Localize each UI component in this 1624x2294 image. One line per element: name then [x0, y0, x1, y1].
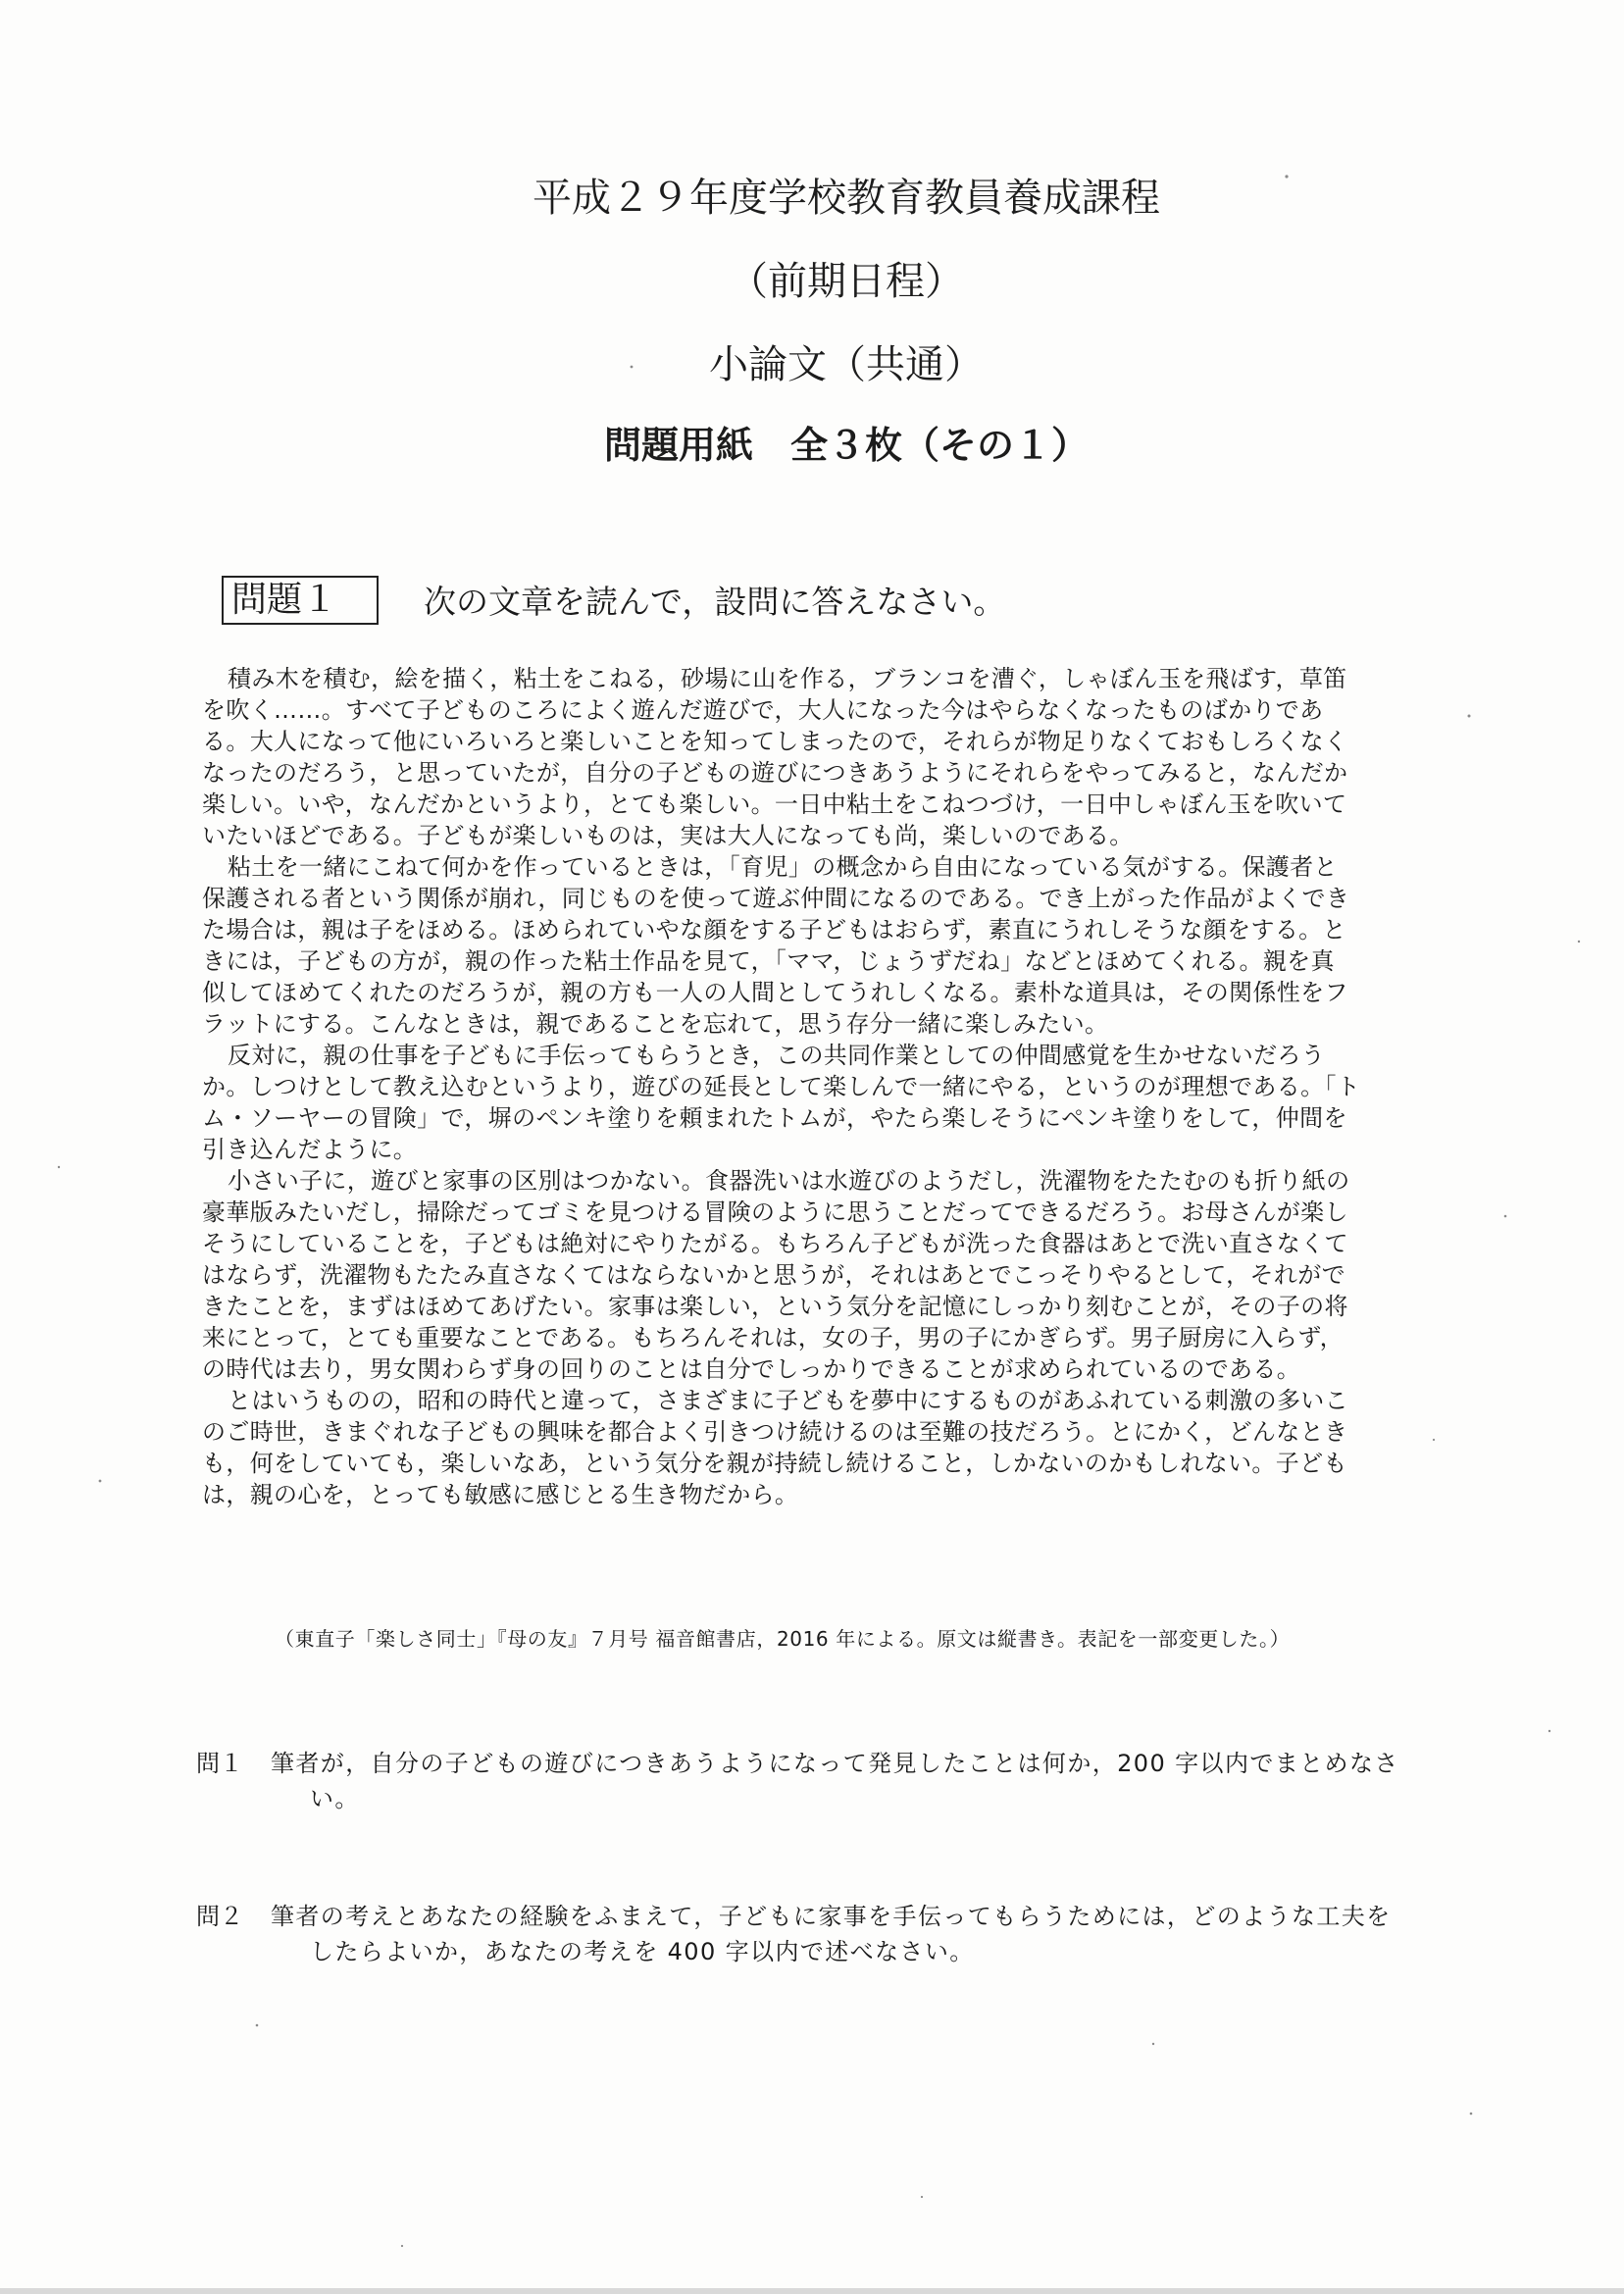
- passage-line: の時代は去り，男女関わらず身の回りのことは自分でしっかりできることが求められているのである。: [202, 1355, 1301, 1383]
- passage-line: は，親の心を，とっても敏感に感じとる生き物だから。: [202, 1481, 799, 1508]
- passage-line: た場合は，親は子をほめる。ほめられていやな顔をする子どもはおらず，素直にうれしそうな顔をする。と: [202, 916, 1346, 943]
- reading-passage: [202, 663, 1477, 1510]
- question-2: [196, 1899, 1481, 1969]
- passage-line: いたいほどである。子どもが楽しいものは，実は大人になっても尚，楽しいのである。: [202, 822, 1134, 849]
- question-number: 問２: [196, 1903, 243, 1930]
- passage-line: のご時世，きまぐれな子どもの興味を都合よく引きつけ続けるのは至難の技だろう。とにかく，どんなとき: [202, 1418, 1348, 1446]
- passage-line: とはいうものの，昭和の時代と違って，さまざまに子どもを夢中にするものがあふれている刺激の多いこ: [228, 1387, 1349, 1414]
- passage-line: か。しつけとして教え込むというより，遊びの延長として楽しんで一緒にやる，というのが理想である。「ト: [202, 1073, 1361, 1100]
- question-text: したらよいか，あなたの考えを 400 字以内で述べなさい。: [310, 1938, 975, 1965]
- passage-line: 引き込んだように。: [202, 1136, 418, 1163]
- question-text: 筆者の考えとあなたの経験をふまえて，子どもに家事を手伝ってもらうためには，どのような工夫を: [271, 1903, 1392, 1930]
- passage-line: ラットにする。こんなときは，親であることを忘れて，思う存分一緒に楽しみたい。: [202, 1010, 1109, 1038]
- passage-line: 豪華版みたいだし，掃除だってゴミを見つける冒険のように思うことだってできるだろう。お母さんが楽し: [202, 1198, 1348, 1226]
- question-number: 問１: [196, 1750, 243, 1777]
- passage-line: 似してほめてくれたのだろうが，親の方も一人の人間としてうれしくなる。素朴な道具は，その関係性をフ: [202, 979, 1348, 1006]
- passage-line: はならず，洗濯物もたたみ直さなくてはならないかと思うが，それはあとでこっそりやるとして，それがで: [202, 1261, 1345, 1289]
- passage-line: 来にとって，とても重要なことである。もちろんそれは，女の子，男の子にかぎらず。男子厨房に入らず，: [202, 1324, 1344, 1351]
- exam-subject: 小論文（共通）: [709, 342, 984, 387]
- passage-source-citation: （東直子「楽しさ同士」『母の友』７月号 福音館書店，2016 年による。原文は縦書き。表記を一部変更した。）: [275, 1627, 1291, 1651]
- question-text: い。: [310, 1785, 360, 1812]
- passage-line: 小さい子に，遊びと家事の区別はつかない。食器洗いは水遊びのようだし，洗濯物をたたむのも折り紙の: [228, 1167, 1350, 1195]
- exam-title: 平成２９年度学校教育教員養成課程: [533, 176, 1160, 221]
- passage-line: そうにしていることを，子どもは絶対にやりたがる。もちろん子どもが洗った食器はあとで洗い直さなくて: [202, 1230, 1348, 1257]
- passage-line: 楽しい。いや，なんだかというより，とても楽しい。一日中粘土をこねつづけ，一日中しゃぼん玉を吹いて: [202, 790, 1347, 818]
- passage-line: きには，子どもの方が，親の作った粘土作品を見て，「ママ，じょうずだね」などとほめてくれる。親を真: [202, 947, 1335, 975]
- passage-line: る。大人になって他にいろいろと楽しいことを知ってしまったので，それらが物足りなくておもしろくなく: [202, 728, 1348, 755]
- passage-line: きたことを，まずはほめてあげたい。家事は楽しい，という気分を記憶にしっかり刻むことが，その子の将: [202, 1293, 1348, 1320]
- passage-line: ム・ソーヤーの冒険」で，塀のペンキ塗りを頼まれたトムが，やたら楽しそうにペンキ塗りをして，仲間を: [202, 1104, 1347, 1132]
- passage-line: も，何をしていても，楽しいなあ，という気分を親が持続し続けること，しかないのかもしれない。子ども: [202, 1450, 1347, 1477]
- passage-line: を吹く……。すべて子どものころによく遊んだ遊びで，大人になった今はやらなくなったものばかりであ: [202, 696, 1324, 724]
- question-text: 筆者が，自分の子どもの遊びにつきあうようになって発見したことは何か，200 字以内でまとめなさ: [271, 1750, 1399, 1777]
- passage-line: 積み木を積む，絵を描く，粘土をこねる，砂場に山を作る，ブランコを漕ぐ，しゃぼん玉を飛ばす，草笛: [228, 665, 1347, 692]
- exam-schedule: （前期日程）: [729, 259, 964, 304]
- passage-line: 保護される者という関係が崩れ，同じものを使って遊ぶ仲間になるのである。でき上がった作品がよくでき: [202, 885, 1350, 912]
- passage-line: なったのだろう，と思っていたが，自分の子どもの遊びにつきあうようにそれらをやってみると，なんだか: [202, 759, 1348, 787]
- passage-line: 反対に，親の仕事を子どもに手伝ってもらうとき，この共同作業としての仲間感覚を生かせないだろう: [228, 1042, 1326, 1069]
- problem-instruction: 次の文章を読んで，設問に答えなさい。: [424, 583, 1006, 621]
- passage-line: 粘土を一緒にこねて何かを作っているときは，「育児」の概念から自由になっている気がする。保護者と: [228, 853, 1338, 881]
- problem-label: 問題１: [222, 576, 379, 625]
- exam-sheet-label: 問題用紙 全３枚（その１）: [603, 424, 1089, 467]
- question-1: [196, 1746, 1481, 1816]
